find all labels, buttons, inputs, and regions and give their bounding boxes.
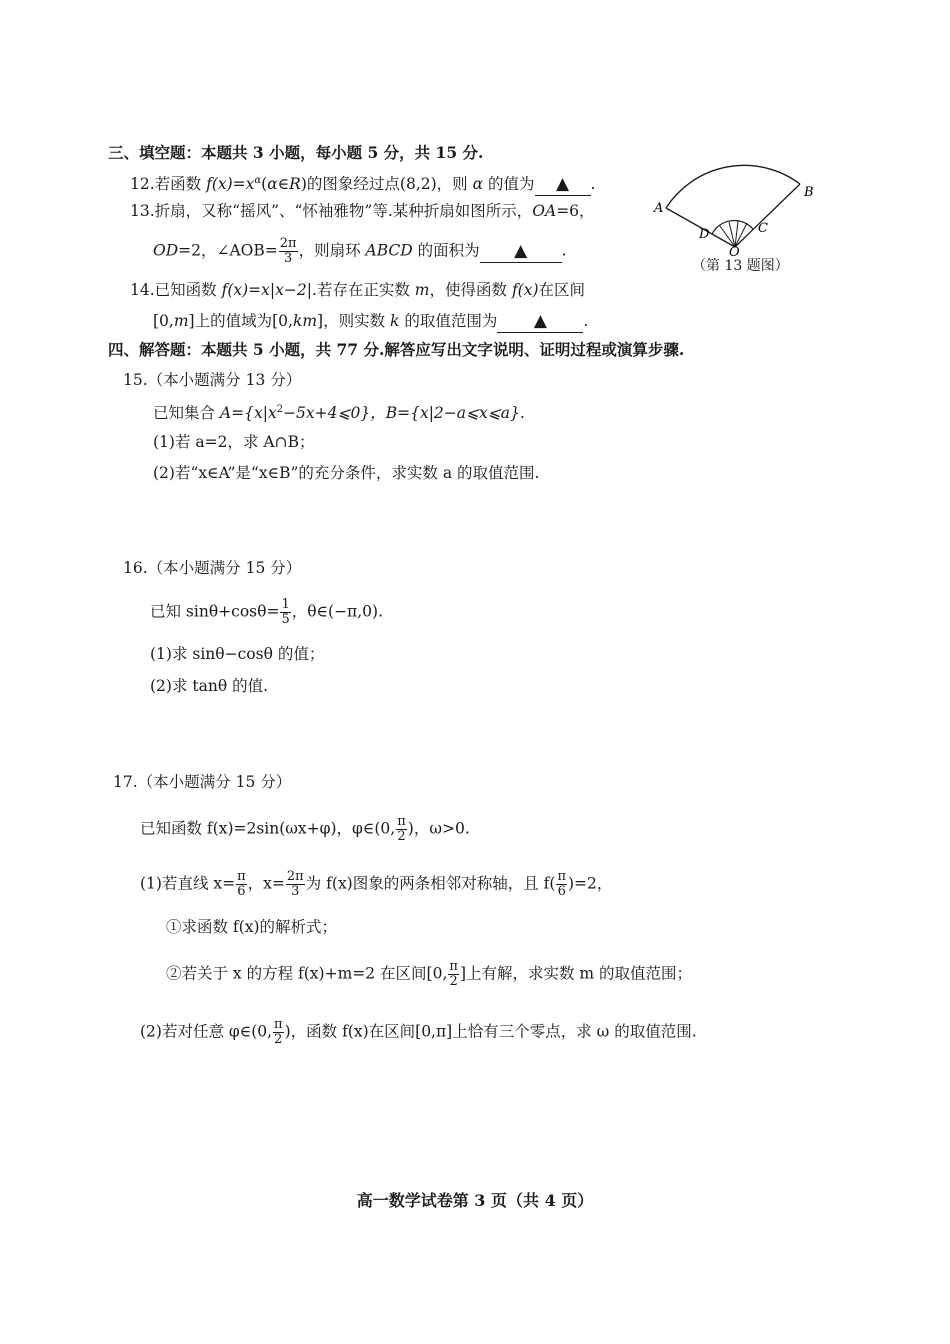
fan-outer-arc [666, 165, 800, 208]
question-15-given: 已知集合 $A=\{x|x^2-5x+4⩽0\}$，B={x|2−a⩽x⩽a}. [153, 404, 525, 423]
page-footer: 高一数学试卷第 3 页（共 4 页） [356, 1191, 594, 1210]
question-14-line2: [0,m]上的值域为[0,km]，则实数 k 的取值范围为 ▲ . [153, 311, 589, 331]
fan-inner-arc [712, 220, 753, 234]
fraction-pi-2: $\frac{\pi}{2}$ [274, 1017, 283, 1047]
question-17-given: 已知函数 f(x)=2sin(ωx+φ)，φ∈(0, $\frac{\pi}{2}$ )，ω>0. [140, 814, 470, 844]
question-16-part2: (2)求 tanθ 的值. [150, 677, 269, 695]
question-17-part2: (2)若对任意 φ∈(0, $\frac{\pi}{2}$ )，函数 f(x)在区间[0,π]上恰有三个零点，求 ω 的取值范围. [140, 1017, 697, 1047]
section4-heading: 四、解答题：本题共 5 小题，共 77 分.解答应写出文字说明、证明过程或演算步骤. [108, 340, 685, 359]
fan-label-d: D [699, 227, 710, 242]
fraction-2pi-3: $\frac{2\pi}{3}$ [279, 236, 297, 266]
question-16-title: 16.（本小题满分 15 分） [123, 559, 302, 577]
question-17-part1: (1)若直线 x= $\frac{\pi}{6}$ ，x= $\frac{2\pi}{3}$ 为 f(x)图象的两条相邻对称轴，且 f( $\frac{\pi}{6}$ )=2， [140, 869, 613, 899]
fan-figure [650, 162, 825, 257]
answer-blank-13[interactable]: ▲ [480, 240, 562, 263]
question-15-part1: (1)若 a=2，求 A∩B； [153, 433, 315, 451]
question-13-line2: OD=2，∠AOB= $\frac{2\pi}{3}$ ，则扇环 ABCD 的面积为 ▲ . [153, 236, 567, 266]
fan-edge-ob [735, 184, 800, 247]
question-16-given: 已知 sinθ+cosθ= $\frac{1}{5}$ ，θ∈(−π,0). [150, 597, 384, 627]
question-15-title: 15.（本小题满分 13 分） [123, 371, 302, 389]
question-13-line1: 13.折扇，又称“摇风”、“怀袖雅物”等.某种折扇如图所示，OA=6， [130, 202, 595, 220]
question-12: 12.若函数 $f(x)=x^\alpha(\alpha\in R)$的图象经过点(8,2)，则 α 的值为 ▲ . [130, 174, 596, 195]
fraction-1-5: $\frac{1}{5}$ [281, 597, 290, 627]
figure-caption: （第 13 题图） [692, 258, 789, 274]
question-17-title: 17.（本小题满分 15 分） [113, 773, 292, 791]
fraction-pi-2: $\frac{\pi}{2}$ [449, 959, 458, 989]
fraction-pi-6: $\frac{\pi}{6}$ [557, 869, 566, 899]
fan-label-b: B [804, 185, 814, 200]
question-17-sub2: ②若关于 x 的方程 f(x)+m=2 在区间[0, $\frac{\pi}{2}$ ]上有解，求实数 m 的取值范围； [166, 959, 693, 989]
fan-label-o: O [729, 245, 740, 257]
fraction-pi-2: $\frac{\pi}{2}$ [397, 814, 406, 844]
fraction-pi-6: $\frac{\pi}{6}$ [237, 869, 246, 899]
question-16-part1: (1)求 sinθ−cosθ 的值； [150, 645, 325, 663]
question-15-part2: (2)若“x∈A”是“x∈B”的充分条件，求实数 a 的取值范围. [153, 464, 540, 482]
section3-heading: 三、填空题：本题共 3 小题，每小题 5 分，共 15 分. [108, 143, 484, 162]
fan-label-a: A [654, 201, 664, 216]
fraction-2pi-3: $\frac{2\pi}{3}$ [286, 869, 304, 899]
question-14-line1: 14.已知函数 f(x)=x|x−2|.若存在正实数 m，使得函数 f(x)在区间 [130, 281, 586, 299]
fan-label-c: C [758, 221, 768, 236]
question-17-sub1: ①求函数 f(x)的解析式； [166, 918, 338, 936]
answer-blank-14[interactable]: ▲ [497, 310, 583, 333]
answer-blank-12[interactable]: ▲ [535, 173, 591, 196]
